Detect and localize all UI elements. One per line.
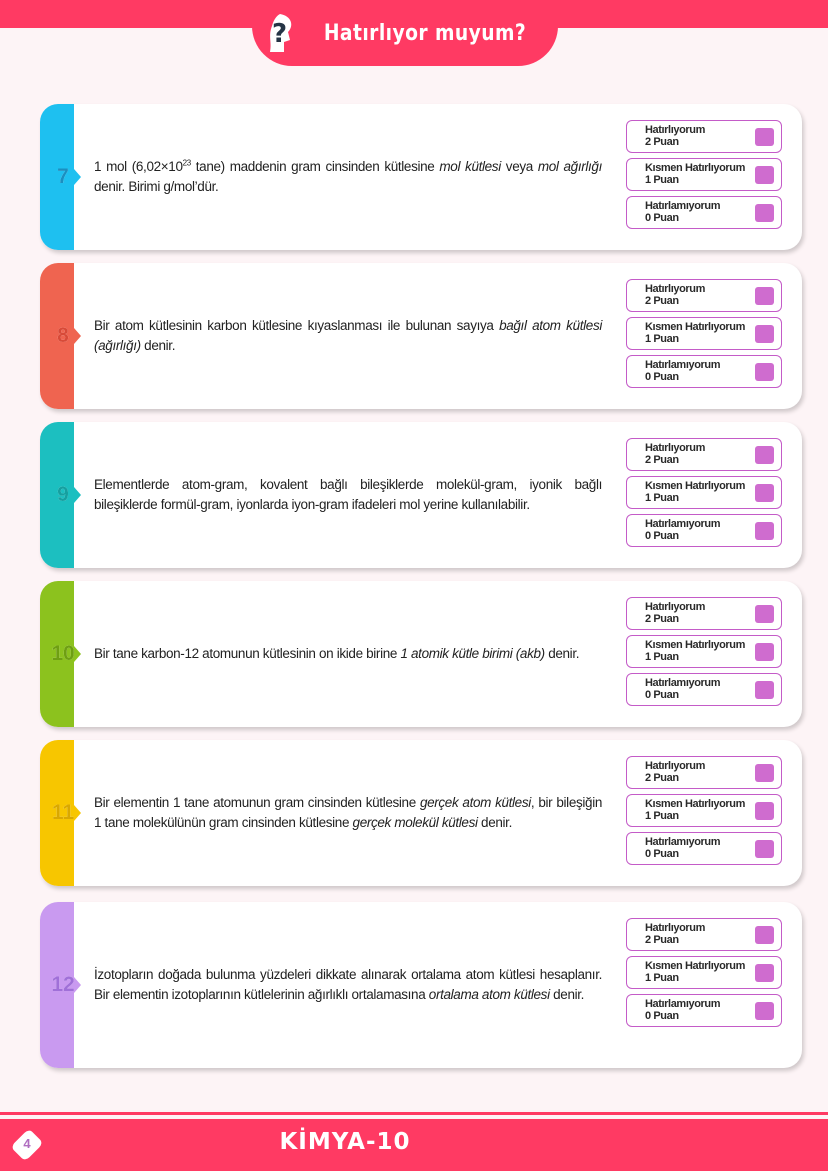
checkbox[interactable] xyxy=(755,128,774,146)
checkbox[interactable] xyxy=(755,926,774,944)
checkbox[interactable] xyxy=(755,802,774,820)
question-card-12 xyxy=(40,902,802,1068)
checkbox[interactable] xyxy=(755,446,774,464)
page-number: 4 xyxy=(23,1136,31,1151)
text-segment: tane) maddenin gram cinsinden kütlesine xyxy=(190,159,440,174)
text-segment: Bir elementin 1 tane atomunun gram cinsinden kütlesine xyxy=(94,795,420,810)
option-points: 0 Puan xyxy=(645,1010,679,1022)
text-segment: denir. xyxy=(549,987,585,1002)
rating-option[interactable] xyxy=(626,476,782,509)
option-points: 0 Puan xyxy=(645,371,679,383)
option-label: Hatırlıyorum xyxy=(645,283,705,295)
question-card-8 xyxy=(40,263,802,409)
item-text xyxy=(94,316,602,356)
item-number: 7 xyxy=(57,165,69,188)
checkbox[interactable] xyxy=(755,643,774,661)
text-segment: Bir tane karbon-12 atomunun kütlesinin on ikide birine xyxy=(94,646,401,661)
rating-option[interactable] xyxy=(626,196,782,229)
option-label: Kısmen Hatırlıyorum xyxy=(645,798,745,810)
rating-option[interactable] xyxy=(626,355,782,388)
rating-option[interactable] xyxy=(626,514,782,547)
question-card-7 xyxy=(40,104,802,250)
rating-option[interactable] xyxy=(626,918,782,951)
rating-option[interactable] xyxy=(626,279,782,312)
option-label: Kısmen Hatırlıyorum xyxy=(645,480,745,492)
checkbox[interactable] xyxy=(755,522,774,540)
rating-option[interactable] xyxy=(626,794,782,827)
option-points: 0 Puan xyxy=(645,530,679,542)
text-segment: denir. xyxy=(477,815,512,830)
text-segment: mol ağırlığı xyxy=(537,159,602,174)
checkbox[interactable] xyxy=(755,166,774,184)
text-segment: İzotopların doğada bulunma yüzdeleri dikkate alınarak ortalama atom kütlesi hesaplanır. Bir elementin izotoplarının kütlelerinin ağırlıklı ortalamasına xyxy=(94,967,602,1002)
option-label: Hatırlıyorum xyxy=(645,442,705,454)
text-segment: gerçek atom kütlesi xyxy=(419,795,531,810)
rating-option[interactable] xyxy=(626,673,782,706)
rating-option[interactable] xyxy=(626,438,782,471)
text-segment: veya xyxy=(500,159,538,174)
text-segment: bağıl atom kütlesi (ağırlığı) xyxy=(94,318,602,353)
option-points: 1 Puan xyxy=(645,174,679,186)
text-segment: 1 mol (6,02×10 xyxy=(94,159,183,174)
option-label: Hatırlıyorum xyxy=(645,601,705,613)
rating-option[interactable] xyxy=(626,994,782,1027)
option-points: 1 Puan xyxy=(645,492,679,504)
rating-options xyxy=(626,918,782,1027)
item-text xyxy=(94,475,602,515)
option-label: Hatırlıyorum xyxy=(645,124,705,136)
book-title: KİMYA-10 xyxy=(279,1129,411,1155)
option-label: Hatırlamıyorum xyxy=(645,200,721,212)
chevron-right-icon xyxy=(74,646,81,662)
chevron-right-icon xyxy=(74,169,81,185)
item-text xyxy=(94,157,602,197)
text-segment: denir. xyxy=(544,646,580,661)
option-points: 1 Puan xyxy=(645,810,679,822)
footer xyxy=(0,1119,828,1171)
text-segment: ortalama atom kütlesi xyxy=(428,987,550,1002)
option-points: 1 Puan xyxy=(645,651,679,663)
rating-option[interactable] xyxy=(626,956,782,989)
checkbox[interactable] xyxy=(755,484,774,502)
option-points: 2 Puan xyxy=(645,136,679,148)
question-card-10 xyxy=(40,581,802,727)
option-points: 0 Puan xyxy=(645,212,679,224)
option-label: Kısmen Hatırlıyorum xyxy=(645,162,745,174)
rating-option[interactable] xyxy=(626,756,782,789)
option-label: Hatırlıyorum xyxy=(645,760,705,772)
rating-options xyxy=(626,120,782,229)
option-label: Hatırlıyorum xyxy=(645,922,705,934)
option-points: 2 Puan xyxy=(645,772,679,784)
text-segment: mol kütlesi xyxy=(439,159,501,174)
chevron-right-icon xyxy=(74,977,81,993)
checkbox[interactable] xyxy=(755,325,774,343)
rating-options xyxy=(626,756,782,865)
option-points: 0 Puan xyxy=(645,689,679,701)
option-label: Kısmen Hatırlıyorum xyxy=(645,321,745,333)
option-label: Hatırlamıyorum xyxy=(645,998,721,1010)
rating-option[interactable] xyxy=(626,597,782,630)
item-number: 12 xyxy=(51,973,75,996)
option-label: Kısmen Hatırlıyorum xyxy=(645,960,745,972)
option-label: Hatırlamıyorum xyxy=(645,359,721,371)
rating-options xyxy=(626,597,782,706)
option-points: 2 Puan xyxy=(645,295,679,307)
rating-options xyxy=(626,279,782,388)
option-label: Hatırlamıyorum xyxy=(645,518,721,530)
option-label: Hatırlamıyorum xyxy=(645,677,721,689)
checkbox[interactable] xyxy=(755,764,774,782)
item-text xyxy=(94,793,602,833)
text-segment: denir. Birimi g/mol’dür. xyxy=(94,179,219,194)
footer-divider xyxy=(0,1112,828,1115)
chevron-right-icon xyxy=(74,805,81,821)
option-points: 2 Puan xyxy=(645,934,679,946)
option-points: 1 Puan xyxy=(645,333,679,345)
checkbox[interactable] xyxy=(755,363,774,381)
rating-option[interactable] xyxy=(626,832,782,865)
option-label: Kısmen Hatırlıyorum xyxy=(645,639,745,651)
checkbox[interactable] xyxy=(755,681,774,699)
rating-option[interactable] xyxy=(626,635,782,668)
text-segment: denir. xyxy=(140,338,176,353)
question-card-11 xyxy=(40,740,802,886)
chevron-right-icon xyxy=(74,328,81,344)
option-points: 2 Puan xyxy=(645,454,679,466)
option-points: 0 Puan xyxy=(645,848,679,860)
question-card-9 xyxy=(40,422,802,568)
checkbox[interactable] xyxy=(755,840,774,858)
rating-options xyxy=(626,438,782,547)
option-points: 1 Puan xyxy=(645,972,679,984)
checkbox[interactable] xyxy=(755,964,774,982)
section-title-banner xyxy=(252,0,558,66)
page-title: Hatırlıyor muyum? xyxy=(323,20,527,46)
rating-option[interactable] xyxy=(626,317,782,350)
item-number: 11 xyxy=(51,801,75,824)
text-segment: , bir bileşiğin 1 tane molekülünün gram cinsinden kütlesine xyxy=(94,795,602,830)
item-number: 8 xyxy=(57,324,69,347)
checkbox[interactable] xyxy=(755,287,774,305)
chevron-right-icon xyxy=(74,487,81,503)
item-text xyxy=(94,644,602,664)
item-text xyxy=(94,965,602,1005)
option-label: Hatırlamıyorum xyxy=(645,836,721,848)
svg-text:?: ? xyxy=(272,19,288,49)
option-points: 2 Puan xyxy=(645,613,679,625)
question-head-icon xyxy=(266,12,296,54)
checkbox[interactable] xyxy=(755,605,774,623)
item-number: 9 xyxy=(57,483,69,506)
rating-option[interactable] xyxy=(626,120,782,153)
rating-option[interactable] xyxy=(626,158,782,191)
text-segment: 1 atomik kütle birimi (akb) xyxy=(400,646,545,661)
text-segment: Bir atom kütlesinin karbon kütlesine kıyaslanması ile bulunan sayıya xyxy=(94,318,500,333)
checkbox[interactable] xyxy=(755,204,774,222)
item-number: 10 xyxy=(51,642,75,665)
text-segment: Elementlerde atom-gram, kovalent bağlı bileşiklerde molekül-gram, iyonik bağlı bileşiklerde formül-gram, iyonlarda iyon-gram ifadeleri mol yerine kullanılabilir. xyxy=(94,477,602,512)
text-segment: 23 xyxy=(182,158,191,168)
checkbox[interactable] xyxy=(755,1002,774,1020)
text-segment: gerçek molekül kütlesi xyxy=(352,815,478,830)
